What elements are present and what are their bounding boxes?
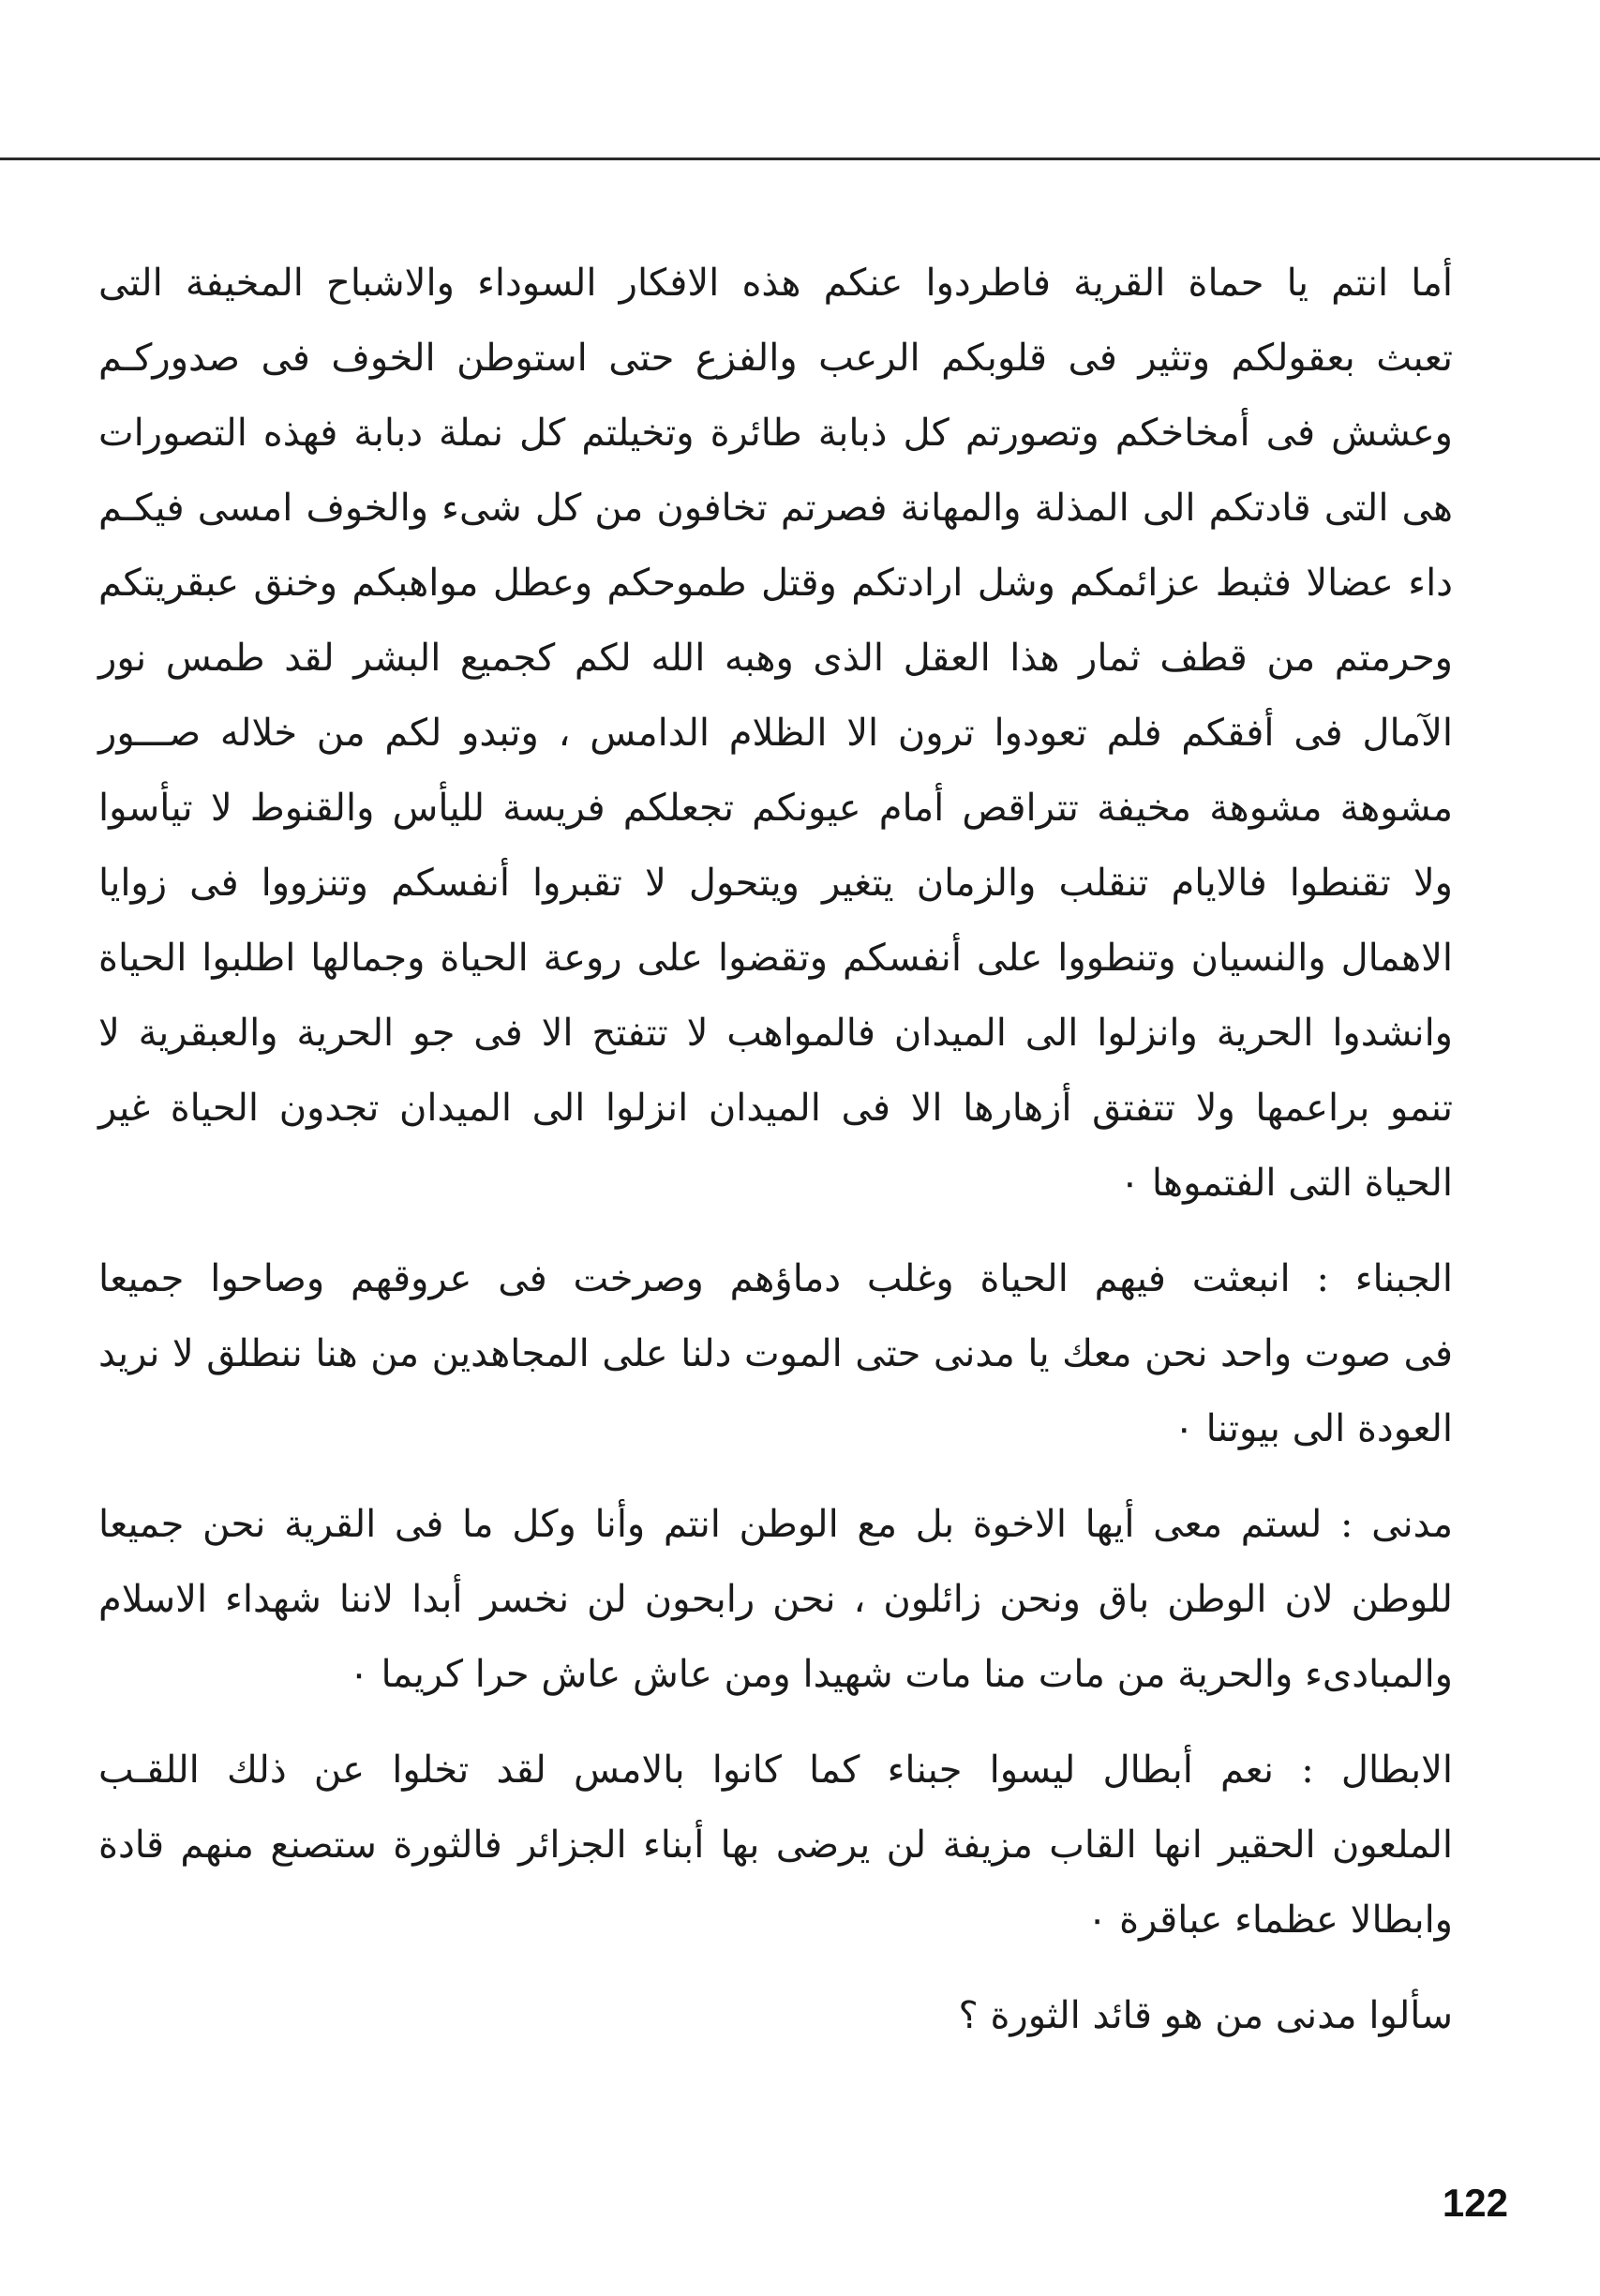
text-line: فى صوت واحد نحن معك يا مدنى حتى الموت دلنا على المجاهدين من هنا ننطلق لا نريد: [98, 1332, 1453, 1375]
text-line: الابطال : نعم أبطال ليسوا جبناء كما كانوا بالامس لقد تخلوا عن ذلك اللقـب: [98, 1748, 1453, 1792]
text-line: سألوا مدنى من هو قائد الثورة ؟: [958, 1994, 1453, 2037]
text-line: أما انتم يا حماة القرية فاطردوا عنكم هذه الافكار السوداء والاشباح المخيفة التى: [98, 262, 1453, 305]
paragraph-1: [98, 246, 1504, 1221]
text-line: الملعون الحقير انها القاب مزيفة لن يرضى بها أبناء الجزائر فالثورة ستصنع منهم قادة: [98, 1823, 1453, 1867]
text-line: تنمو براعمها ولا تتفتق أزهارها الا فى الميدان انزلوا الى الميدان تجدون الحياة غير: [98, 1087, 1453, 1130]
text-line: الاهمال والنسيان وتنطووا على أنفسكم وتقضوا على روعة الحياة وجمالها اطلبوا الحياة: [98, 937, 1453, 980]
text-line: داء عضالا فثبط عزائمكم وشل ارادتكم وقتل طموحكم وعطل مواهبكم وخنق عبقريتكم: [98, 562, 1453, 605]
body-text: [98, 246, 1504, 2074]
paragraph-5: [98, 1978, 1504, 2053]
text-line: ولا تقنطوا فالايام تنقلب والزمان يتغير ويتحول لا تقبروا أنفسكم وتنزووا فى زوايا: [98, 862, 1453, 905]
text-line: للوطن لان الوطن باق ونحن زائلون ، نحن رابحون لن نخسر أبدا لاننا شهداء الاسلام: [98, 1578, 1453, 1621]
text-line: وانشدوا الحرية وانزلوا الى الميدان فالمواهب لا تتفتح الا فى جو الحرية والعبقرية لا: [98, 1012, 1453, 1055]
text-line: مدنى : لستم معى أيها الاخوة بل مع الوطن انتم وأنا وكل ما فى القرية نحن جميعا: [98, 1503, 1453, 1546]
paragraph-4: [98, 1733, 1504, 1958]
text-line: وابطالا عظماء عباقرة ٠: [1086, 1898, 1453, 1942]
text-line: هى التى قادتكم الى المذلة والمهانة فصرتم تخافون من كل شىء والخوف امسى فيكـم: [98, 487, 1453, 530]
text-line: مشوهة مشوهة مخيفة تتراقص أمام عيونكم تجعلكم فريسة لليأس والقنوط لا تيأسوا: [98, 787, 1453, 830]
header-rule: [0, 158, 1600, 160]
paragraph-3: [98, 1487, 1504, 1712]
text-line: الآمال فى أفقكم فلم تعودوا ترون الا الظلام الدامس ، وتبدو لكم من خلاله صـــور: [98, 712, 1454, 755]
text-line: الجبناء : انبعثت فيهم الحياة وغلب دماؤهم وصرخت فى عروقهم وصاحوا جميعا: [98, 1257, 1453, 1300]
text-line: وحرمتم من قطف ثمار هذا العقل الذى وهبه الله لكم كجميع البشر لقد طمس نور: [98, 637, 1453, 680]
paragraph-2: [98, 1241, 1504, 1466]
text-line: العودة الى بيوتنا ٠: [1174, 1407, 1453, 1450]
text-line: الحياة التى الفتموها ٠: [1119, 1162, 1453, 1205]
page-number: 122: [1442, 2181, 1508, 2225]
text-line: تعبث بعقولكم وتثير فى قلوبكم الرعب والفزع حتى استوطن الخوف فى صدوركـم: [98, 337, 1453, 380]
text-line: وعشش فى أمخاخكم وتصورتم كل ذبابة طائرة وتخيلتم كل نملة دبابة فهذه التصورات: [98, 412, 1453, 455]
text-line: والمبادىء والحرية من مات منا مات شهيدا ومن عاش عاش حرا كريما ٠: [349, 1653, 1453, 1696]
